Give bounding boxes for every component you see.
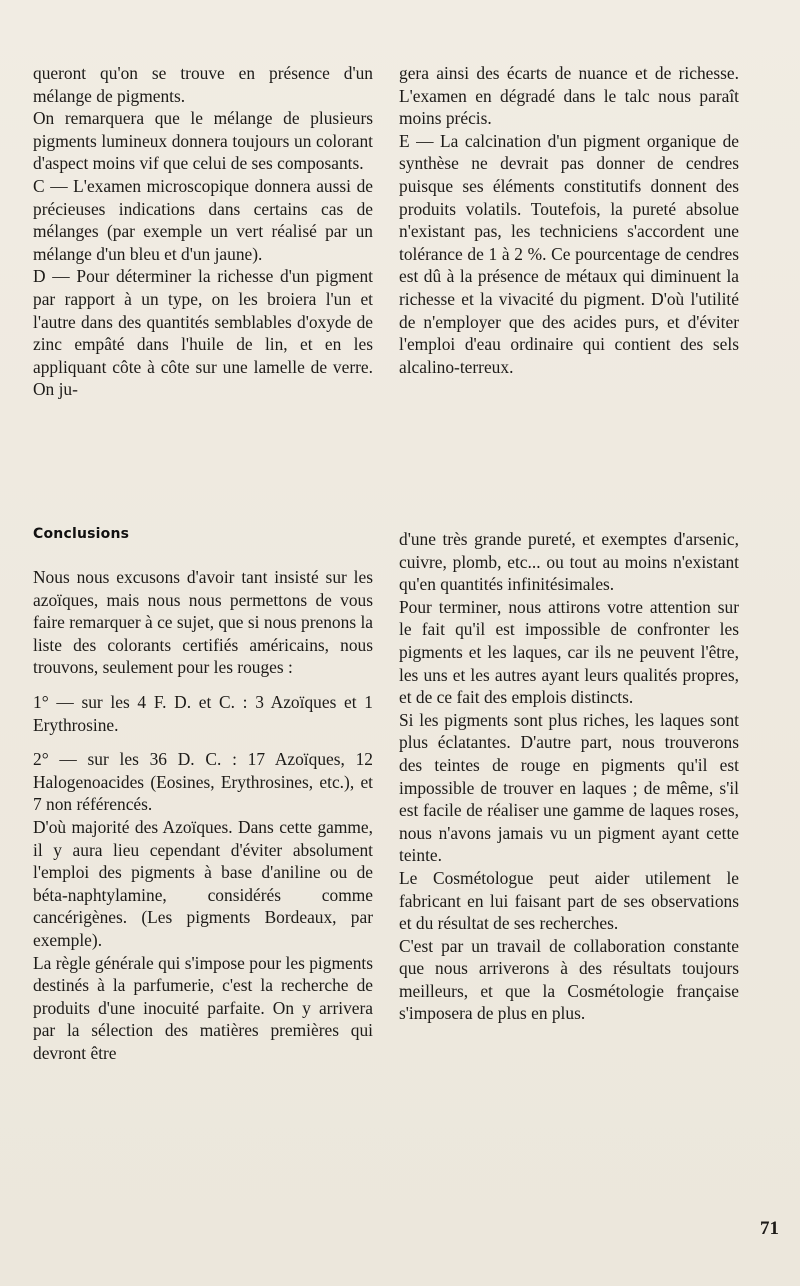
paragraph: La règle générale qui s'impose pour les pigments destinés à la parfumerie, c'est la recherche de produits d'une inocuité parfaite. On y arrivera par la sélection des matières premières qui devront être — [33, 952, 373, 1063]
paragraph: On remarquera que le mélange de plusieurs pigments lumineux donnera toujours un colorant d'aspect moins vif que celui de ses composants. — [33, 108, 373, 174]
paragraph: Nous nous excusons d'avoir tant insisté sur les azoïques, mais nous nous permettons de vous faire remarquer à ce sujet, que si nous prenons la liste des colorants certifiés américains, nous trouvons, seulement pour les rouges : — [33, 567, 373, 678]
paragraph: C'est par un travail de collaboration constante que nous arriverons à des résultats toujours meilleurs, et que la Cosmétologie française s'imposera de plus en plus. — [399, 935, 739, 1024]
paragraph: C — L'examen microscopique donnera aussi de précieuses indications dans certains cas de mélanges (par exemple un vert réalisé par un mélange d'un bleu et d'un jaune). — [33, 175, 373, 264]
paragraph: d'une très grande pureté, et exemptes d'arsenic, cuivre, plomb, etc... ou tout au moins n'existant qu'en quantités infinitésimales. — [399, 529, 739, 595]
paragraph: 1° — sur les 4 F. D. et C. : 3 Azoïques et 1 Erythrosine. — [33, 691, 373, 735]
page-number: 71 — [760, 1218, 779, 1239]
top-left-column — [33, 62, 373, 401]
paragraph: gera ainsi des écarts de nuance et de richesse. L'examen en dégradé dans le talc nous paraît moins précis. — [399, 63, 739, 129]
section-heading: Conclusions — [33, 526, 130, 542]
paragraph: queront qu'on se trouve en présence d'un mélange de pigments. — [33, 63, 373, 106]
paragraph: E — La calcination d'un pigment organique de synthèse ne devrait pas donner de cendres puisque ses éléments constitutifs donnent des produits volatils. Toutefois, la pureté absolue n'existant pas, les techniciens s'accordent une tolérance de 1 à 2 %. Ce pourcentage de cendres est dû à la présence de métaux qui diminuent la richesse et la vivacité du pigment. D'où l'utilité de n'employer que des acides purs, et d'éviter l'emploi d'eau ordinaire qui contient des sels alcalino-terreux. — [399, 130, 739, 377]
top-right-column — [399, 62, 739, 378]
paragraph: D'où majorité des Azoïques. Dans cette gamme, il y aura lieu cependant d'éviter absolument l'emploi des pigments à base d'aniline ou de béta-naphtylamine, considérés comme cancérigènes. (Les pigments Bordeaux, par exemple). — [33, 816, 373, 950]
paragraph: 2° — sur les 36 D. C. : 17 Azoïques, 12 Halogenoacides (Eosines, Erythrosines, etc.), et 7 non référencés. — [33, 749, 373, 815]
paragraph: Pour terminer, nous attirons votre attention sur le fait qu'il est impossible de confronter les pigments et les laques, car ils ne peuvent l'être, les uns et les autres ayant leurs qualités propres, et de ce fait des emplois distincts. — [399, 596, 739, 708]
paragraph: Si les pigments sont plus riches, les laques sont plus éclatantes. D'autre part, nous trouverons des teintes de rouge en pigments qu'il est impossible de trouver en laques ; de même, s'il est facile de réaliser une gamme de laques roses, nous n'avons jamais vu un pigment ayant cette teinte. — [399, 709, 739, 866]
paragraph: Le Cosmétologue peut aider utilement le fabricant en lui faisant part de ses observations et du résultat de ses recherches. — [399, 867, 739, 934]
paragraph: D — Pour déterminer la richesse d'un pigment par rapport à un type, on les broiera l'un et l'autre dans des quantités semblables d'oxyde de zinc empâté dans l'huile de lin, et en les appliquant côte à côte sur une lamelle de verre. On ju- — [33, 266, 373, 400]
conclusions-left-column — [33, 566, 373, 1064]
conclusions-right-column — [399, 528, 739, 1025]
